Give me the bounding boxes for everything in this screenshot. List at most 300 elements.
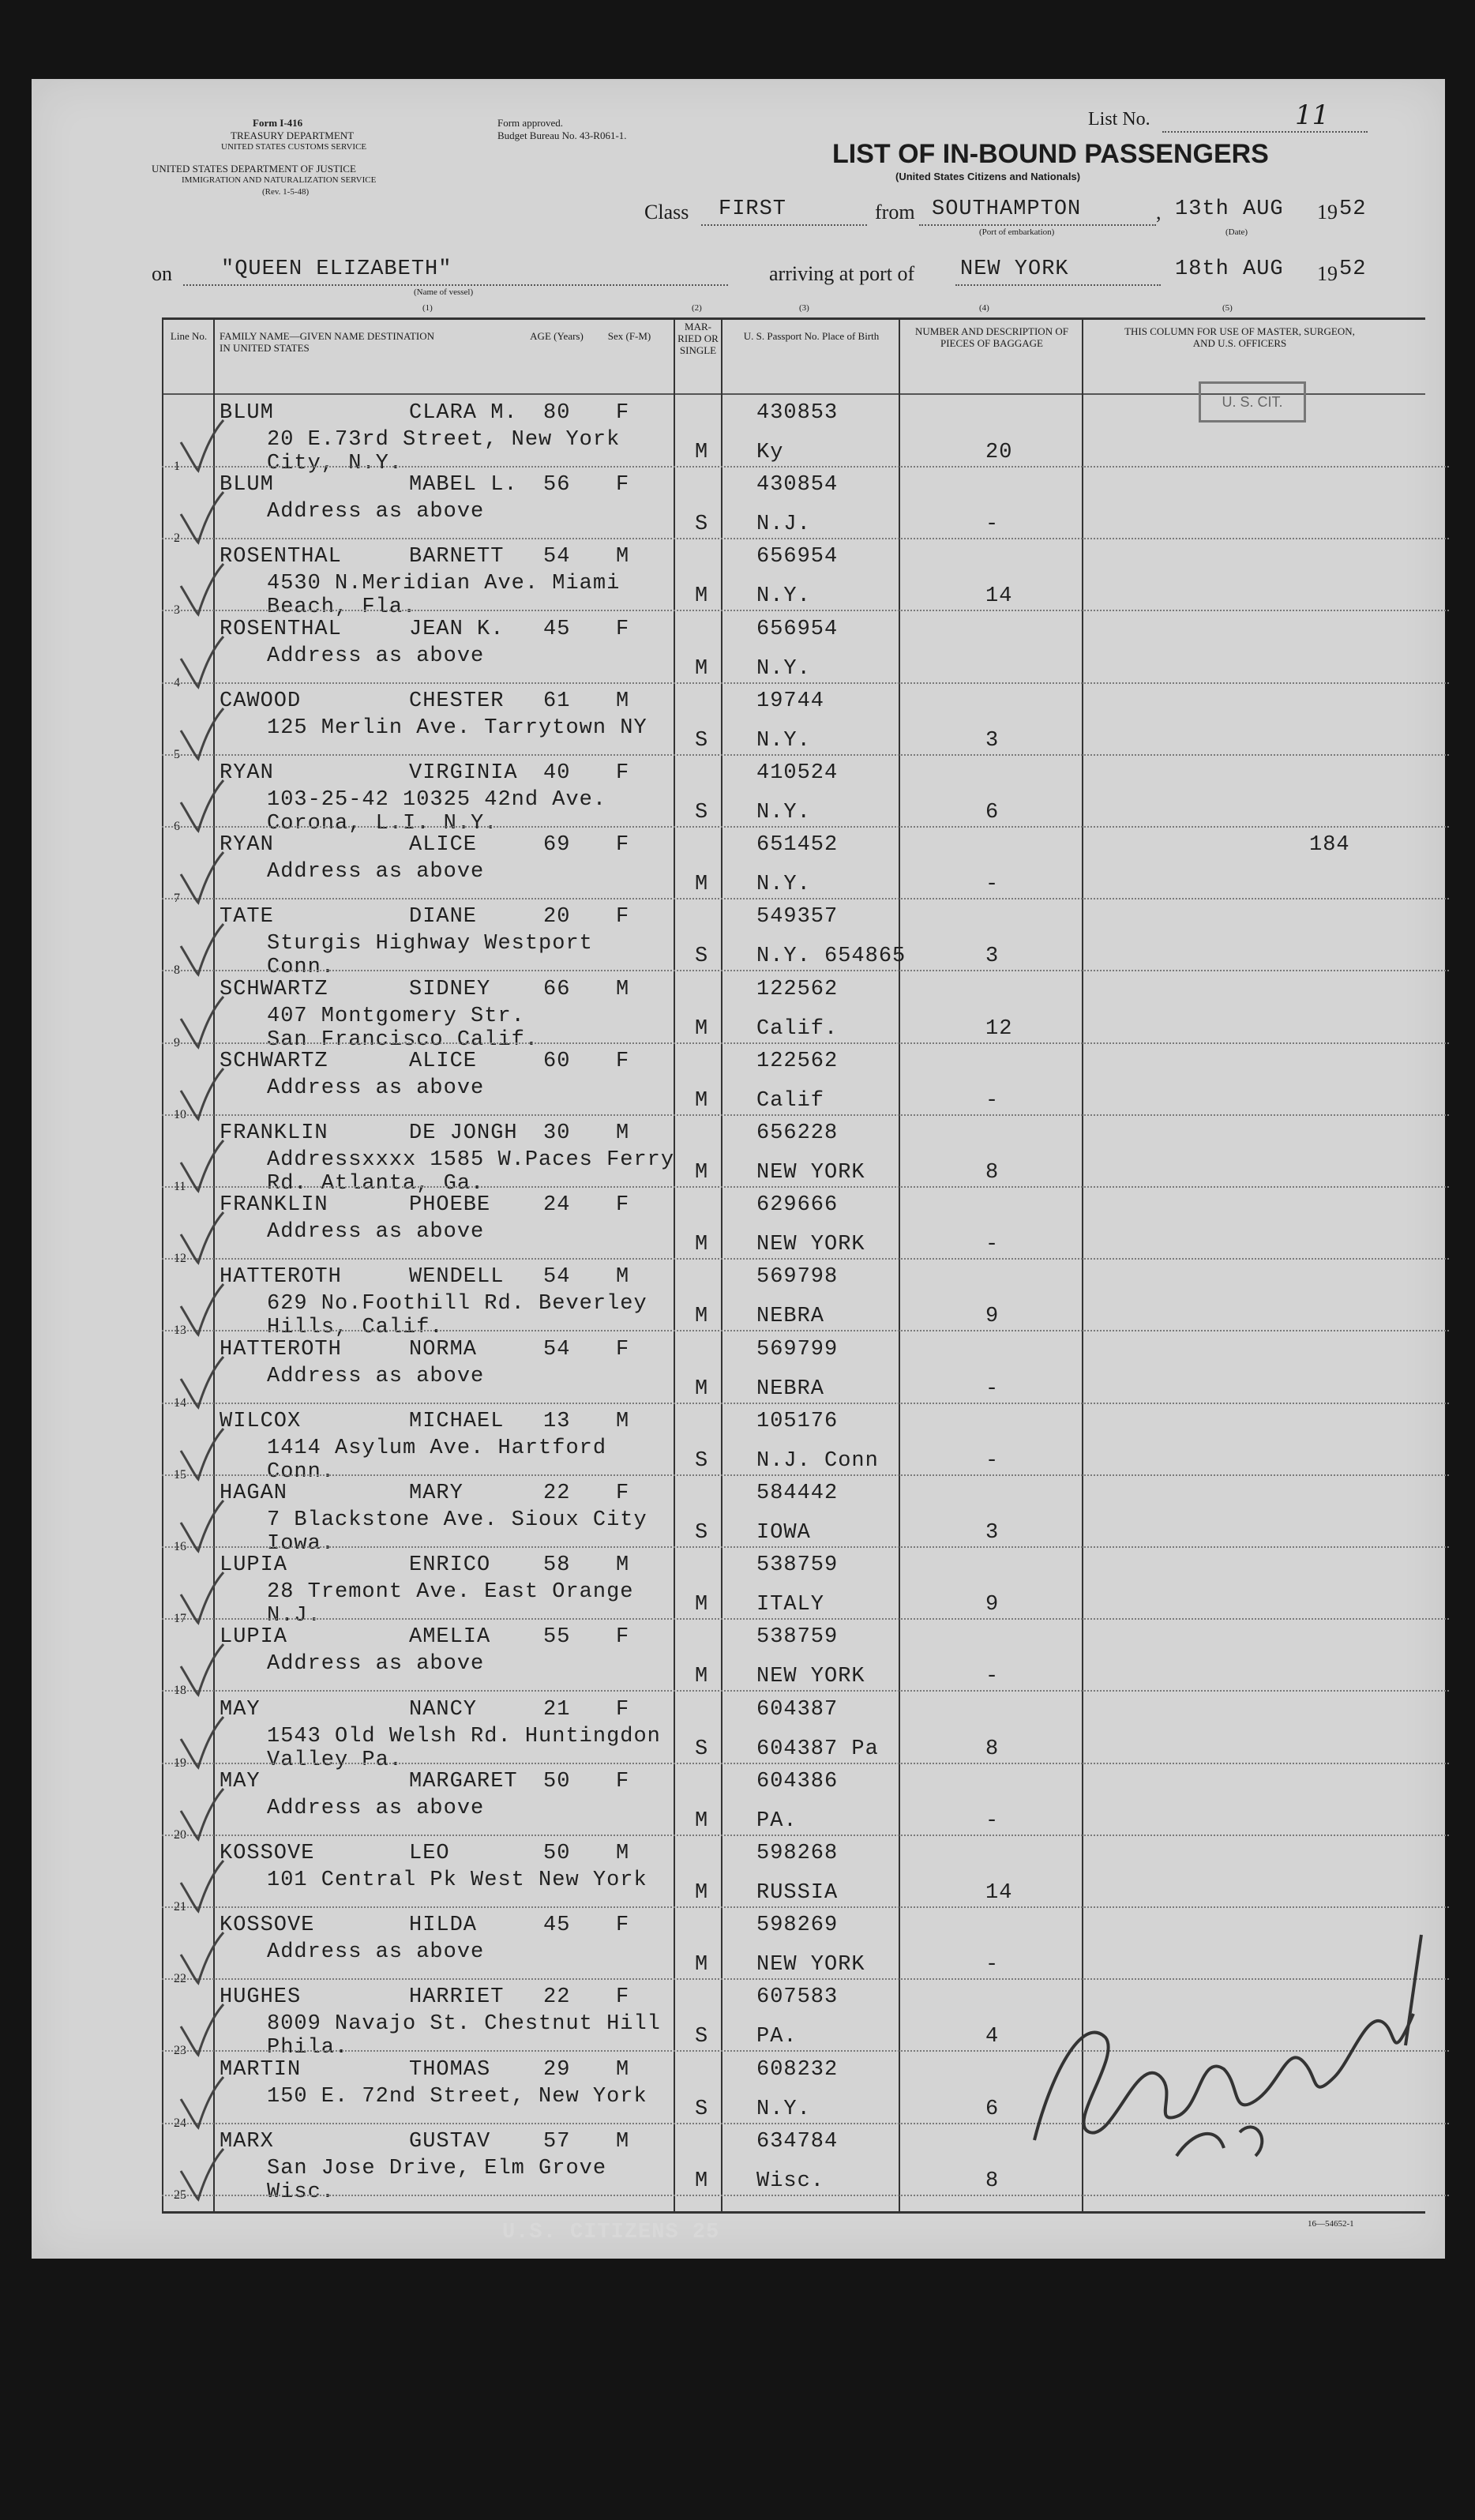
address-line-1: Address as above (267, 500, 485, 524)
sex: M (616, 1121, 630, 1145)
given-name: MARGARET (409, 1769, 518, 1793)
table-row (32, 1115, 1445, 1196)
place-of-birth: N.Y. (756, 656, 811, 681)
sex: F (616, 1482, 630, 1505)
check-mark-icon (178, 2075, 225, 2131)
family-name: SCHWARTZ (220, 977, 328, 1001)
date-caption: (Date) (1225, 227, 1248, 237)
place-of-birth: Calif (756, 1088, 825, 1113)
embark-underline (919, 224, 1156, 226)
address-line-2: Wisc. (267, 2180, 336, 2204)
address-line-1: Address as above (267, 1220, 485, 1245)
family-name: FRANKLIN (220, 1121, 328, 1145)
sex: F (616, 617, 630, 641)
passport-number: 430853 (756, 401, 839, 425)
family-name: ROSENTHAL (220, 617, 342, 641)
age: 20 (543, 905, 571, 930)
place-of-birth: NEBRA (756, 1376, 825, 1401)
check-mark-icon (178, 1499, 225, 1554)
address-line-1: Address as above (267, 1796, 485, 1820)
check-mark-icon (178, 635, 225, 690)
line-number: 7 (174, 892, 180, 906)
place-of-birth: NEW YORK (756, 1233, 865, 1257)
age: 61 (543, 689, 571, 713)
family-name: HATTEROTH (220, 1265, 342, 1290)
embark-year: 52 (1339, 197, 1367, 221)
passport-number: 122562 (756, 1049, 839, 1073)
address-line-1: Address as above (267, 1076, 485, 1100)
dept-justice: UNITED STATES DEPARTMENT OF JUSTICE (152, 163, 356, 175)
sex: F (616, 1193, 630, 1218)
line-number: 16 (174, 1540, 186, 1553)
dept-treasury: TREASURY DEPARTMENT (231, 130, 355, 141)
table-row (32, 611, 1445, 689)
family-name: LUPIA (220, 1553, 288, 1578)
place-of-birth: NEW YORK (756, 1665, 865, 1689)
address-line-1: Address as above (267, 1364, 485, 1388)
baggage-count: 20 (985, 441, 1013, 464)
table-top-border (162, 317, 1425, 320)
check-mark-icon (178, 995, 225, 1050)
given-name: GUSTAV (409, 2129, 491, 2154)
baggage-count: - (985, 1808, 1000, 1833)
address-line-2: N.J. (267, 1604, 321, 1628)
line-number: 24 (174, 2116, 186, 2130)
place-of-birth: PA. (756, 1808, 798, 1833)
line-number: 21 (174, 1900, 186, 1913)
baggage-count: 6 (985, 2097, 1000, 2121)
passport-number: 604386 (756, 1769, 839, 1793)
table-row (32, 1475, 1445, 1556)
passport-number: 538759 (756, 1625, 839, 1650)
family-name: MARTIN (220, 2057, 302, 2082)
baggage-count: - (985, 1953, 1000, 1977)
married-status: M (695, 1376, 709, 1401)
table-row (32, 539, 1445, 620)
passport-number: 598268 (756, 1842, 839, 1865)
line-number: 1 (174, 460, 180, 473)
table-row (32, 1259, 1445, 1340)
married-status: S (695, 1448, 709, 1473)
passport-number: 19744 (756, 689, 825, 713)
age: 69 (543, 833, 571, 858)
check-mark-icon (178, 1427, 225, 1482)
sex: M (616, 2057, 630, 2082)
address-line-1: 20 E.73rd Street, New York (267, 428, 621, 452)
passport-number: 629666 (756, 1193, 839, 1218)
address-line-2: Hills, Calif. (267, 1316, 444, 1340)
sex: F (616, 1985, 630, 2010)
given-name: AMELIA (409, 1625, 491, 1650)
given-name: BARNETT (409, 545, 505, 569)
given-name: WENDELL (409, 1265, 505, 1290)
sex: F (616, 1913, 630, 1938)
family-name: HUGHES (220, 1985, 302, 2010)
col-header-passport: U. S. Passport No. Place of Birth (743, 330, 880, 342)
age: 45 (543, 1913, 571, 1938)
passport-number: 410524 (756, 761, 839, 785)
dept-immigration: IMMIGRATION AND NATURALIZATION SERVICE (182, 175, 377, 185)
family-name: MAY (220, 1769, 261, 1793)
line-number: 22 (174, 1972, 186, 1986)
family-name: TATE (220, 905, 274, 930)
address-line-2: Iowa. (267, 1532, 336, 1556)
sex: M (616, 1842, 630, 1865)
age: 55 (543, 1625, 571, 1650)
given-name: DIANE (409, 905, 478, 930)
line-number: 2 (174, 531, 180, 546)
table-row (32, 899, 1445, 980)
arriving-label: arriving at port of (769, 262, 915, 285)
revision-date: (Rev. 1-5-48) (262, 187, 310, 197)
baggage-count: - (985, 1665, 1000, 1689)
baggage-count: 6 (985, 801, 1000, 824)
married-status: S (695, 728, 709, 753)
line-number: 14 (174, 1395, 186, 1410)
given-name: CLARA M. (409, 401, 518, 425)
sex: M (616, 977, 630, 1001)
married-status: S (695, 513, 709, 537)
place-of-birth: IOWA (756, 1521, 811, 1545)
manifest-sheet (32, 79, 1445, 2259)
place-of-birth: NEW YORK (756, 1161, 865, 1185)
col-num-4: (4) (979, 303, 989, 313)
married-status: M (695, 1808, 709, 1833)
baggage-count: - (985, 1376, 1000, 1401)
married-status: S (695, 2025, 709, 2049)
married-status: M (695, 2169, 709, 2193)
address-line-1: San Jose Drive, Elm Grove (267, 2156, 607, 2180)
baggage-count: 9 (985, 1593, 1000, 1617)
married-status: S (695, 801, 709, 824)
arrival-underline (955, 284, 1161, 286)
col-header-officers: THIS COLUMN FOR USE OF MASTER, SURGEON, AND U.S. OFFICERS (1124, 325, 1355, 349)
check-mark-icon (178, 1283, 225, 1338)
line-number: 9 (174, 1035, 180, 1050)
family-name: FRANKLIN (220, 1193, 328, 1218)
line-number: 5 (174, 747, 180, 761)
line-number: 18 (174, 1684, 186, 1698)
col-header-line: Line No. (170, 330, 208, 342)
sex: F (616, 1049, 630, 1073)
passport-number: 656954 (756, 545, 839, 569)
col-header-married: MAR-RIED OR SINGLE (677, 321, 719, 356)
check-mark-icon (178, 2003, 225, 2058)
vessel-underline (183, 284, 728, 286)
table-row (32, 1763, 1445, 1842)
baggage-count: 8 (985, 2169, 1000, 2193)
family-name: SCHWARTZ (220, 1049, 328, 1073)
family-name: WILCOX (220, 1409, 302, 1433)
line-number: 20 (174, 1827, 186, 1842)
sex: M (616, 689, 630, 713)
family-name: BLUM (220, 401, 274, 425)
embark-year-prefix: 19 (1317, 201, 1338, 223)
passport-number: 656228 (756, 1121, 839, 1145)
arrival-date: 18th AUG (1175, 257, 1284, 281)
address-line-1: 4530 N.Meridian Ave. Miami (267, 572, 621, 596)
passport-number: 634784 (756, 2129, 839, 2154)
line-number: 12 (174, 1252, 186, 1266)
class-value: FIRST (719, 197, 787, 221)
given-name: PHOEBE (409, 1193, 491, 1218)
col-num-5: (5) (1222, 303, 1233, 313)
baggage-count: 3 (985, 1521, 1000, 1545)
sex: F (616, 1769, 630, 1793)
family-name: MAY (220, 1697, 261, 1722)
married-status: S (695, 945, 709, 969)
from-label: from (875, 201, 915, 223)
address-line-1: Address as above (267, 644, 485, 668)
sex: M (616, 1409, 630, 1433)
check-mark-icon (178, 1571, 225, 1626)
place-of-birth: NEBRA (756, 1305, 825, 1329)
approved-line-2: Budget Bureau No. 43-R061-1. (497, 130, 627, 141)
given-name: DE JONGH (409, 1121, 518, 1145)
age: 56 (543, 473, 571, 498)
passport-number: 607583 (756, 1985, 839, 2010)
list-number-underline (1162, 131, 1368, 133)
check-mark-icon (178, 779, 225, 834)
baggage-count: - (985, 873, 1000, 897)
place-of-birth: N.Y. (756, 728, 811, 753)
address-line-2: City, N.Y. (267, 452, 403, 475)
married-status: S (695, 1737, 709, 1761)
baggage-count: 14 (985, 584, 1013, 609)
age: 80 (543, 401, 571, 425)
age: 21 (543, 1697, 571, 1722)
handwritten-signature (1019, 1919, 1445, 2172)
sex: F (616, 1337, 630, 1361)
table-row (32, 1547, 1445, 1628)
approved-line-1: Form approved. (497, 117, 564, 129)
line-number: 23 (174, 2044, 186, 2058)
married-status: M (695, 1593, 709, 1617)
arrival-year-prefix: 19 (1317, 262, 1338, 285)
us-citizen-stamp: U. S. CIT. (1199, 381, 1306, 423)
place-of-birth: NEW YORK (756, 1953, 865, 1977)
sex: M (616, 545, 630, 569)
address-line-1: 407 Montgomery Str. (267, 1004, 525, 1028)
class-label: Class (644, 201, 689, 223)
sex: F (616, 1697, 630, 1722)
address-line-2: Phila. (267, 2036, 349, 2060)
married-status: M (695, 873, 709, 897)
check-mark-icon (178, 1139, 225, 1194)
passport-number: 430854 (756, 473, 839, 498)
address-line-1: Address as above (267, 1652, 485, 1677)
place-of-birth: N.Y. (756, 873, 811, 897)
passport-number: 549357 (756, 905, 839, 930)
sex: F (616, 473, 630, 498)
baggage-count: 3 (985, 728, 1000, 753)
age: 40 (543, 761, 571, 785)
married-status: M (695, 1881, 709, 1905)
family-name: HAGAN (220, 1482, 288, 1505)
married-status: M (695, 1088, 709, 1113)
age: 66 (543, 977, 571, 1001)
passport-number: 122562 (756, 977, 839, 1001)
check-mark-icon (178, 1211, 225, 1266)
table-row (32, 827, 1445, 906)
age: 54 (543, 1337, 571, 1361)
sex: F (616, 761, 630, 785)
on-label: on (152, 262, 172, 285)
address-line-1: 101 Central Pk West New York (267, 1868, 647, 1892)
address-line-2: San Francisco Calif. (267, 1027, 539, 1052)
given-name: NORMA (409, 1337, 478, 1361)
sex: F (616, 905, 630, 930)
married-status: M (695, 656, 709, 681)
given-name: HARRIET (409, 1985, 505, 2010)
sex: M (616, 1265, 630, 1290)
age: 22 (543, 1985, 571, 2010)
line-number: 19 (174, 1756, 186, 1770)
row-separator (162, 2195, 1449, 2196)
address-line-1: 1414 Asylum Ave. Hartford (267, 1436, 607, 1460)
address-line-1: 28 Tremont Ave. East Orange (267, 1580, 634, 1605)
married-status: S (695, 1521, 709, 1545)
dept-customs: UNITED STATES CUSTOMS SERVICE (221, 142, 367, 152)
place-of-birth: Ky (756, 441, 784, 464)
check-mark-icon (178, 419, 225, 474)
col-num-1: (1) (422, 303, 433, 313)
family-name: CAWOOD (220, 689, 302, 713)
given-name: HILDA (409, 1913, 478, 1938)
age: 54 (543, 1265, 571, 1290)
comma-1: , (1156, 201, 1162, 223)
age: 45 (543, 617, 571, 641)
sex: M (616, 2129, 630, 2154)
baggage-count: 12 (985, 1016, 1013, 1041)
line-number: 25 (174, 2188, 186, 2202)
passport-number: 604387 (756, 1697, 839, 1722)
age: 50 (543, 1769, 571, 1793)
age: 57 (543, 2129, 571, 2154)
baggage-count: - (985, 1233, 1000, 1257)
check-mark-icon (178, 490, 225, 546)
baggage-count: - (985, 513, 1000, 537)
table-row (32, 1403, 1445, 1484)
table-row (32, 467, 1445, 546)
passport-number: 598269 (756, 1913, 839, 1938)
list-number-value: 11 (1295, 100, 1330, 131)
place-of-birth: N.Y. 654865 (756, 945, 906, 969)
address-line-1: 103-25-42 10325 42nd Ave. (267, 788, 607, 812)
address-line-1: 125 Merlin Ave. Tarrytown NY (267, 715, 647, 740)
check-mark-icon (178, 922, 225, 978)
footer-total: U.S. CITIZENS 25 (502, 2221, 720, 2244)
line-number: 13 (174, 1324, 186, 1338)
baggage-count: 9 (985, 1305, 1000, 1329)
passport-number: 538759 (756, 1553, 839, 1578)
table-row (32, 971, 1445, 1052)
passport-number: 569799 (756, 1337, 839, 1361)
family-name: RYAN (220, 761, 274, 785)
married-status: M (695, 1665, 709, 1689)
given-name: CHESTER (409, 689, 505, 713)
place-of-birth: N.Y. (756, 584, 811, 609)
check-mark-icon (178, 1859, 225, 1914)
married-status: M (695, 441, 709, 464)
married-status: M (695, 1233, 709, 1257)
baggage-count: 14 (985, 1881, 1013, 1905)
family-name: ROSENTHAL (220, 545, 342, 569)
baggage-count: - (985, 1448, 1000, 1473)
place-of-birth: N.J. (756, 513, 811, 537)
place-of-birth: PA. (756, 2025, 798, 2049)
family-name: RYAN (220, 833, 274, 858)
page-subtitle: (United States Citizens and Nationals) (895, 171, 1081, 182)
check-mark-icon (178, 562, 225, 618)
table-row (32, 1331, 1445, 1410)
age: 13 (543, 1409, 571, 1433)
passport-number: 105176 (756, 1409, 839, 1433)
col-num-2: (2) (692, 303, 702, 313)
address-line-1: Sturgis Highway Westport (267, 932, 593, 956)
arrival-port: NEW YORK (960, 257, 1069, 281)
line-number: 11 (174, 1180, 186, 1193)
address-line-1: 150 E. 72nd Street, New York (267, 2084, 647, 2109)
passport-number: 651452 (756, 833, 839, 858)
age: 50 (543, 1842, 571, 1865)
given-name: MARY (409, 1482, 464, 1505)
baggage-count: 3 (985, 945, 1000, 969)
family-name: KOSSOVE (220, 1842, 315, 1865)
baggage-count: 8 (985, 1161, 1000, 1185)
given-name: NANCY (409, 1697, 478, 1722)
table-row (32, 755, 1445, 836)
address-line-2: Conn. (267, 956, 336, 980)
table-row (32, 1043, 1445, 1121)
vessel-caption: (Name of vessel) (414, 287, 474, 297)
line-number: 3 (174, 603, 180, 618)
age: 22 (543, 1482, 571, 1505)
place-of-birth: N.J. Conn (756, 1448, 879, 1473)
form-number: Form I-416 (253, 117, 303, 129)
given-name: THOMAS (409, 2057, 491, 2082)
baggage-count: 4 (985, 2025, 1000, 2049)
list-number-label: List No. (1088, 109, 1150, 130)
footer-code: 16—54652-1 (1308, 2219, 1354, 2229)
sex: F (616, 401, 630, 425)
address-line-2: Corona, L.I. N.Y. (267, 812, 498, 836)
given-name: SIDNEY (409, 977, 491, 1001)
passport-number: 608232 (756, 2057, 839, 2082)
check-mark-icon (178, 1931, 225, 1986)
table-row (32, 1619, 1445, 1698)
family-name: HATTEROTH (220, 1337, 342, 1361)
address-line-2: Conn. (267, 1459, 336, 1484)
port-of-embarkation: SOUTHAMPTON (932, 197, 1082, 221)
address-line-2: Beach, Fla. (267, 595, 417, 620)
address-line-1: 1543 Old Welsh Rd. Huntingdon (267, 1724, 661, 1748)
line-number: 6 (174, 820, 180, 833)
table-row (32, 395, 1445, 475)
table-bottom-border (162, 2211, 1425, 2214)
baggage-count: 8 (985, 1737, 1000, 1761)
check-mark-icon (178, 1355, 225, 1410)
port-embark-caption: (Port of embarkation) (979, 227, 1055, 237)
family-name: BLUM (220, 473, 274, 498)
place-of-birth: RUSSIA (756, 1881, 839, 1905)
address-line-2: Valley Pa. (267, 1748, 403, 1772)
age: 29 (543, 2057, 571, 2082)
check-mark-icon (178, 1643, 225, 1698)
age: 30 (543, 1121, 571, 1145)
margin-note: 184 (1309, 833, 1350, 857)
col-num-3: (3) (799, 303, 809, 313)
